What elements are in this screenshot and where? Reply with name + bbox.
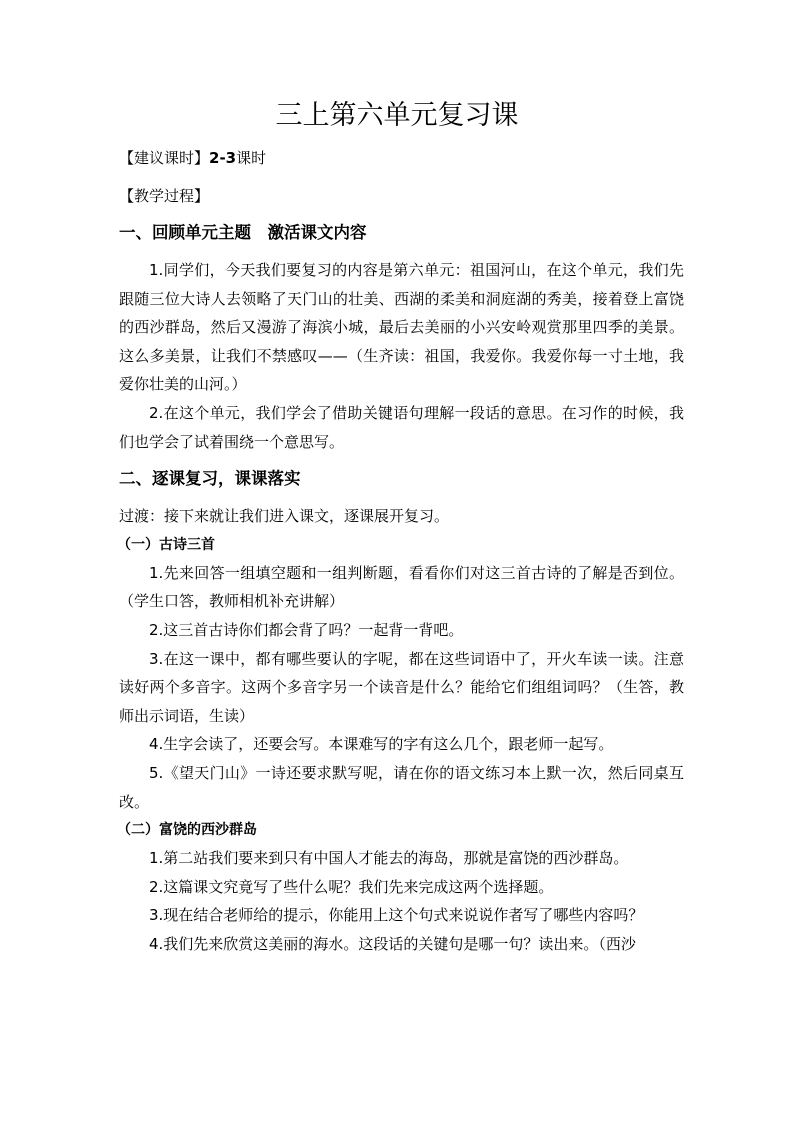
- suggested-hours-unit: 课时: [236, 149, 267, 167]
- document-title: 三上第六单元复习课: [275, 100, 519, 131]
- section-1-heading: 一、回顾单元主题 激活课文内容: [119, 223, 367, 242]
- suggested-hours: [119, 144, 684, 172]
- subsection-2-paragraph: 2.这篇课文究竟写了些什么呢？我们先来完成这两个选择题。: [149, 877, 554, 896]
- document-body: [119, 144, 684, 958]
- subsection-2-paragraph: 4.我们先来欣赏这美丽的海水。这段话的关键句是哪一句？读出来。（西沙: [149, 934, 636, 953]
- suggested-hours-value: 2-3: [209, 149, 237, 167]
- subsection-1-paragraph: 4.生字会读了，还要会写。本课难写的字有这么几个，跟老师一起写。: [149, 735, 614, 754]
- subsection-1-paragraph: 2.这三首古诗你们都会背了吗？一起背一背吧。: [149, 620, 464, 639]
- suggested-hours-label: 【建议课时】: [119, 149, 210, 167]
- subsection-1-paragraph: 5.《望天门山》一诗还要求默写呢，请在你的语文练习本上默一次，然后同桌互改。: [119, 763, 684, 811]
- subsection-2-paragraph: 3.现在结合老师给的提示，你能用上这个句式来说说作者写了哪些内容吗？: [149, 906, 644, 925]
- subsection-2-paragraph: 1.第二站我们要来到只有中国人才能去的海岛，那就是富饶的西沙群岛。: [149, 849, 629, 868]
- section-2-transition: 过渡：接下来就让我们进入课文，逐课展开复习。: [119, 507, 450, 526]
- teaching-process-label: 【教学过程】: [119, 187, 210, 205]
- section-1-paragraph: 1.同学们，今天我们要复习的内容是第六单元：祖国河山，在这个单元，我们先跟随三位大诗人去领略了天门山的壮美、西湖的柔美和洞庭湖的秀美，接着登上富饶的西沙群岛，然后又漫游了海滨小城，最后去美丽的小兴安岭观赏那里四季的美景。这么多美景，让我们不禁感叹——（生齐读：祖国，我爱你。我爱你每一寸土地，我爱你壮美的山河。）: [119, 261, 684, 394]
- subsection-1-paragraph: 1.先来回答一组填空题和一组判断题，看看你们对这三首古诗的了解是否到位。（学生口答，教师相机补充讲解）: [119, 563, 684, 611]
- subsection-2-heading: （二）富饶的西沙群岛: [117, 822, 257, 839]
- subsection-1-paragraph: 3.在这一课中，都有哪些要认的字呢，都在这些词语中了，开火车读一读。注意读好两个多音字。这两个多音字另一个读音是什么？能给它们组组词吗？（生答，教师出示词语，生读）: [119, 649, 684, 725]
- subsection-1-heading: （一）古诗三首: [117, 536, 215, 553]
- section-1-paragraph: 2.在这个单元，我们学会了借助关键语句理解一段话的意思。在习作的时候，我们也学会了试着围绕一个意思写。: [119, 403, 684, 451]
- section-2-heading: 二、逐课复习，课课落实: [119, 469, 301, 489]
